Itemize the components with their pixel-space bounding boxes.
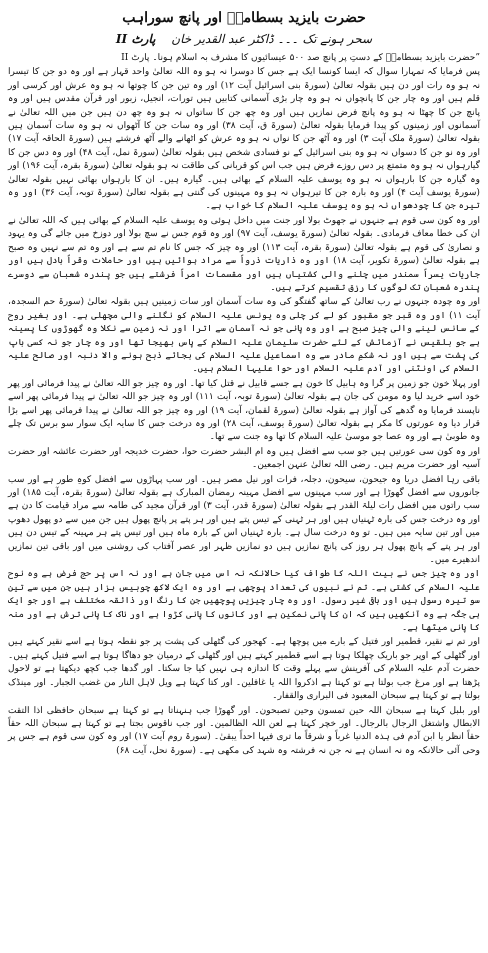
paragraph-4: اور وہ چودہ جنہوں نے رب تعالیٰ کے ساتھ گفتگو کی وہ سات آسمان اور سات زمینیں ہیں بقولہ تعالیٰ (سورۃ حم السجدہ، آیت ۱۱) اور وہ قبر جو مقبور کو لے کر چلی وہ یونس علیہ السلام کو نگلنے والی مچھلی ہے۔ اور بغیر روح کے سانس لینے والی چیز صبح ہے اور وہ پانی جو نہ آسمان سے اترا اور نہ زمین سے نکلا وہ گھوڑوں کا پسینہ ہے جو بلقیس نے آزمائش کے لئے حضرت سلیمان علیہ السلام کے پاس بھیجا تھا اور وہ چار جو نہ کسی باپ کی پشت سے ہیں اور نہ شکمِ مادر سے وہ اسماعیل علیہ السلام کی بجائے ذبح ہونے والا دنبہ اور صالح علیہ السلام کی اونٹنی اور آدم علیہ السلام اور حوا علیہا السلام ہیں۔ (8, 297, 480, 375)
paragraph-9: اور تم نے نقیر، قطمیر اور فتیل کے بارے میں پوچھا ہے۔ کھجور کی گٹھلی کی پشت پر جو نقطہ ہوتا ہے اسے نقیر کہتے ہیں اور گٹھلی کے اوپر جو باریک چھلکا ہوتا ہے اسے قطمیر کہتے ہیں اور گٹھلی کے درمیان جو دھاگا ہوتا ہے اسے فتیل کہتے ہیں۔ حضرت آدم علیہ السلام کی آفرینش سے پہلے وقت کا اندازہ ہی نہیں کیا جا سکتا۔ اور گدھا جب کچھ دیکھتا ہے تو لاحول پڑھتا ہے اور مرغ جب بولتا ہے تو کہتا ہے اذکروا اللہ یا غافلین۔ اور کتا کہتا ہے ویل لاہل النار من غضب الجبار۔ اور مینڈک بولتا ہے تو کہتا ہے سبحان المعبود فی البراری والقفار۔ (8, 637, 480, 702)
paragraph-6: اور وہ کون سی عورتیں ہیں جو سب سے افضل ہیں وہ ام البشر حضرت حوا، حضرت خدیجہ اور حضرت عائشہ اور حضرت آسیہ اور حضرت مریم ہیں۔ رضی اللہ تعالیٰ عنہن اجمعین۔ (8, 446, 480, 471)
paragraph-10: اور بلبل کہتا ہے سبحان اللہ حین تمسون وحین تصبحون۔ اور گھوڑا جب ہنہناتا ہے تو کہتا ہے سبحان حافظی اذا التقت الابطال واشتغل الرجال بالرجال۔ اور خچر کہتا ہے لعن اللہ الظالمین۔ اور جب ناقوس بجتا ہے تو کہتا ہے سبحان اللہ حقاً حقاً انظر یا ابن آدم فی ہذہ الدنیا غرباً و شرقاً ما تری فیہا احداً یبقیٰ۔ (سورۃ روم آیت ۱۷) اور وہ کون سی قوم ہے جس پر وحی آئی حالانکہ وہ نہ انسان ہے نہ جن نہ فرشتہ وہ شہد کی مکھی ہے۔ (سورۃ نحل، آیت ۶۸) (8, 705, 480, 756)
article-byline (8, 30, 480, 48)
paragraph-8: اور وہ چیز جس نے بیت اللہ کا طواف کیا حالانکہ نہ اس میں جان ہے اور نہ اس پر حج فرض ہے وہ نوح علیہ السلام کی کشتی ہے۔ تم نے نبیوں کی تعداد پوچھی ہے اور وہ ایک لاکھ چوبیس ہزار ہیں جن میں سے تین سو تیرہ رسول ہیں اور باقی غیر رسول۔ اور وہ چار چیزیں پوچھیں جن کا رنگ اور ذائقہ مختلف ہے اور جو ایک ہی جگہ ہے وہ آنکھیں ہیں کہ ان کا پانی نمکین ہے اور کانوں کا پانی کڑوا ہے اور ناک کا پانی ترش ہے اور منہ کا پانی میٹھا ہے۔ (8, 569, 480, 634)
paragraph-1: ”حضرت بایزید بسطامیؒ کے دستِ پر پانچ صد ۵۰۰ عیسائیوں کا مشرف بہ اسلام ہونا۔ پارٹ II (121, 53, 480, 63)
paragraph-7: باقی رہا افضل دریا وہ جیحون، سیحون، دجلہ، فرات اور نیل مصر ہیں۔ اور سب پہاڑوں سے افضل کوہِ طور ہے اور سب جانوروں سے افضل گھوڑا ہے اور سب مہینوں سے افضل مہینہ رمضان المبارک ہے بقولہ تعالیٰ (سورۃ بقرہ، آیت ۱۸۵) اور سب راتوں میں افضل رات لیلۃ القدر ہے بقولہ تعالیٰ (سورۃ قدر، آیت ۳) اور قرآن مجید کی طامہ سے مراد قیامت کا دن ہے اور وہ درخت جس کی بارہ ٹہنیاں ہیں اور ہر ٹہنی کے تیس پتے ہیں اور ہر پتے پر پانچ پھول ہیں جن میں سے دو پھول دھوپ میں اور تین سایہ میں ہیں۔ تو وہ درخت سال ہے۔ بارہ ٹہنیاں اس کے بارہ ماہ ہیں اور تیس پتے ہر مہینہ کے تیس دن ہیں اور ہر پتے کے پانچ پھول ہر روز کی پانچ نمازیں ہیں دو نمازیں ظہر اور عصر آفتاب کی روشنی میں اور باقی تین نمازیں اندھیرے میں۔ (8, 474, 480, 566)
paragraph-5: اور پہلا خون جو زمین پر گرا وہ ہابیل کا خون ہے جسے قابیل نے قتل کیا تھا۔ اور وہ چیز جو اللہ تعالیٰ نے پیدا فرمائی اور پھر خود اسے خرید لیا وہ مومن کی جان ہے بقولہ تعالیٰ (سورۃ توبہ، آیت ۱۱۱) اور وہ چیز جو اللہ تعالیٰ نے پیدا فرمائی پھر اسے ناپسند فرمایا وہ گدھے کی آواز ہے بقولہ تعالیٰ (سورۃ لقمان، آیت ۱۹) اور وہ چیز جو اللہ تعالیٰ نے پیدا فرمائی پھر اسے بڑا قرار دیا وہ عورتوں کا مکر ہے بقولہ تعالیٰ (سورۃ یوسف، آیت ۲۸) اور وہ درخت جس کا سایہ ایک سوار سو برس تک چلے وہ طوبیٰ ہے اور وہ عصا جو موسیٰ علیہ السلام کا تھا وہ جنت سے تھا۔ (8, 378, 480, 443)
article-title: حضرت بایزید بسطامیؒ اور پانچ سوراہب (122, 10, 366, 26)
paragraph-2: پس فرمایا کہ تمہارا سوال کہ ایسا کونسا ایک ہے جس کا دوسرا نہ ہو وہ اللہ تعالیٰ واحد قہار ہے اور وہ دو جن کا تیسرا نہ ہو وہ رات اور دن ہیں بقولہ تعالیٰ (سورۃ بنی اسرائیل آیت ۱۲) اور وہ تین جن کا چوتھا نہ ہو وہ عرش اور کرسی اور قلم ہیں اور وہ چار جن کا پانچواں نہ ہو وہ چار بڑی آسمانی کتابیں ہیں تورات، انجیل، زبور اور قرآن مقدس ہیں اور وہ پانچ جن کا چھٹا نہ ہو وہ پانچ فرض نمازیں ہیں اور وہ چھ جن کا ساتواں نہ ہو وہ چھ دن ہیں جن میں اللہ تعالیٰ نے آسمانوں اور زمینوں کو پیدا فرمایا بقولہ تعالیٰ (سورۃ ق، آیت ۳۸) اور وہ سات جن کا آٹھواں نہ ہو وہ سات آسمان ہیں بقولہ تعالیٰ (سورۃ ملک آیت ۳) اور وہ آٹھ جن کا نواں نہ ہو وہ عرش کو اٹھانے والے آٹھ فرشتے ہیں (سورۃ الحاقہ آیت ۱۷) اور وہ نو جن کا دسواں نہ ہو وہ بنی اسرائیل کے نو فسادی شخص ہیں بقولہ تعالیٰ (سورۃ نمل، آیت ۴۸) اور وہ دس جن کا گیارہواں نہ ہو وہ متمتع پر دس روزے فرض ہیں جب اس کو قربانی کی طاقت نہ ہو بقولہ تعالیٰ (سورۃ بقرہ، آیت ۱۹۶) اور وہ گیارہ جن کا بارہواں نہ ہو وہ یوسف علیہ السلام کے بھائی ہیں۔ گیارہ ہیں۔ ان کا بارہواں بھائی نہیں بقولہ تعالیٰ (سورۃ یوسف آیت ۴) اور وہ بارہ جن کا تیرہواں نہ ہو وہ مہینوں کی گنتی ہے بقولہ تعالیٰ (سورۃ توبہ، آیت ۳۶) اور وہ تیرہ جن کا چودھواں نہ ہو وہ یوسف علیہ السلام کا خواب ہے۔ (8, 67, 481, 212)
paragraph-3: اور وہ کون سی قوم ہے جنہوں نے جھوٹ بولا اور جنت میں داخل ہوئی وہ یوسف علیہ السلام کے بھائی ہیں کہ اللہ تعالیٰ نے ان کی خطا معاف فرمادی۔ بقولہ تعالیٰ (سورۃ یوسف، آیت ۹۷) اور وہ قوم جس نے سچ بولا اور دوزخ میں جائے گی وہ یہود و نصاریٰ کی قوم ہے بقولہ تعالیٰ (سورۃ بقرہ، آیت ۱۱۳) اور وہ چیز کہ جس کا نام تم سے ہے اور وہ تم سے نہیں وہ صبح ہے بقولہ تعالیٰ (سورۃ تکویر، آیت ۱۸) اور وہ ذاریات ذرواً سے مراد ہوائیں ہیں اور حاملات وقراً بادل ہیں اور جاریات یسراً سمندر میں چلنے والی کشتیاں ہیں اور مقسمات امراً فرشتے ہیں جو پندرہ شعبان سے دوسرے پندرہ شعبان تک لوگوں کا رزق تقسیم کرتے ہیں۔ (8, 215, 480, 293)
part-label: پارٹ II (115, 32, 156, 46)
byline-text: سحر ہونے تک ۔۔۔ ڈاکٹر عبد القدیر خان (171, 32, 373, 46)
article-body (8, 52, 480, 758)
